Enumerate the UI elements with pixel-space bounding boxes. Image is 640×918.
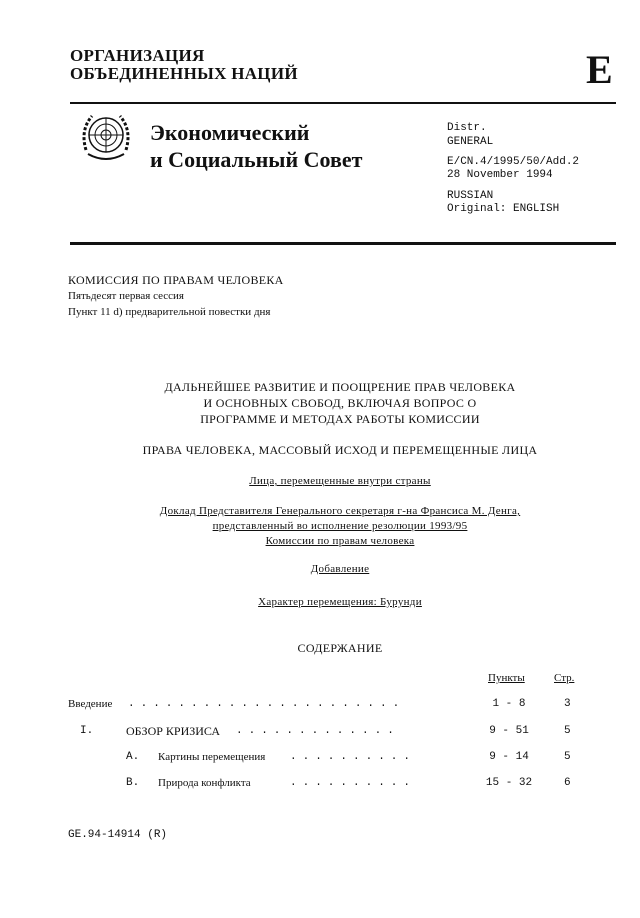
header-bottom-rule [70,242,616,245]
toc-leader: ...................... [128,698,406,710]
document-symbol: E/CN.4/1995/50/Add.2 [447,156,580,168]
council-name-line1: Экономический [150,120,310,145]
council-name-line2: и Социальный Совет [150,147,363,172]
document-date: 28 November 1994 [447,169,553,181]
toc-paras: 1 - 8 [492,698,526,710]
subtitle: ПРАВА ЧЕЛОВЕКА, МАССОВЫЙ ИСХОД И ПЕРЕМЕЩЕННЫЕ ЛИЦА [142,443,538,457]
title-line3: ПРОГРАММЕ И МЕТОДАХ РАБОТЫ КОМИССИИ [200,412,480,426]
title-line2: И ОСНОВНЫХ СВОБОД, ВКЛЮЧАЯ ВОПРОС О [203,396,477,410]
session-name: Пятьдесят первая сессия [68,290,184,302]
profile: Характер перемещения: Бурунди [258,596,422,608]
toc-page: 3 [564,698,571,710]
toc-title: ОБЗОР КРИЗИСА [126,724,221,738]
toc-paras: 9 - 14 [489,751,529,763]
report-line2: представленный во исполнение резолюции 1993/95 [212,520,468,532]
toc-heading: СОДЕРЖАНИЕ [297,641,383,655]
report-line3: Комиссии по правам человека [265,535,415,547]
toc-title: Картины перемещения [158,751,266,763]
toc-page: 6 [564,777,571,789]
toc-num: B. [126,777,140,789]
toc-col-page: Стр. [554,672,575,684]
header-rule [70,102,616,104]
toc-leader: .......... [290,751,417,763]
agenda-item: Пункт 11 d) предварительной повестки дня [68,306,271,318]
job-number: GE.94-14914 (R) [68,829,168,841]
report-line1: Доклад Представителя Генерального секретаря г-на Франсиса М. Денга, [159,505,521,517]
language-letter: E [586,47,613,92]
distribution: GENERAL [447,136,494,148]
toc-num: I. [80,725,94,737]
toc-title: Природа конфликта [158,777,251,789]
original-language: Original: ENGLISH [447,203,560,215]
org-name-line1: ОРГАНИЗАЦИЯ [70,46,205,65]
toc-leader: .......... [290,777,417,789]
document-language: RUSSIAN [447,190,494,202]
toc-num: A. [126,751,140,763]
title-line1: ДАЛЬНЕЙШЕЕ РАЗВИТИЕ И ПООЩРЕНИЕ ПРАВ ЧЕЛОВЕКА [164,380,516,394]
toc-col-paragraphs: Пункты [488,672,525,684]
toc-page: 5 [564,751,571,763]
commission-name: КОМИССИЯ ПО ПРАВАМ ЧЕЛОВЕКА [68,273,284,287]
org-name-line2: ОБЪЕДИНЕННЫХ НАЦИЙ [70,64,298,83]
un-emblem-icon [78,110,134,164]
topic: Лица, перемещенные внутри страны [249,475,431,487]
toc-paras: 9 - 51 [489,725,529,737]
toc-leader: ............. [236,725,400,737]
addendum: Добавление [310,563,370,575]
toc-title: Введение [68,698,113,710]
distr-label: Distr. [447,122,487,134]
toc-paras: 15 - 32 [485,777,533,789]
toc-page: 5 [564,725,571,737]
